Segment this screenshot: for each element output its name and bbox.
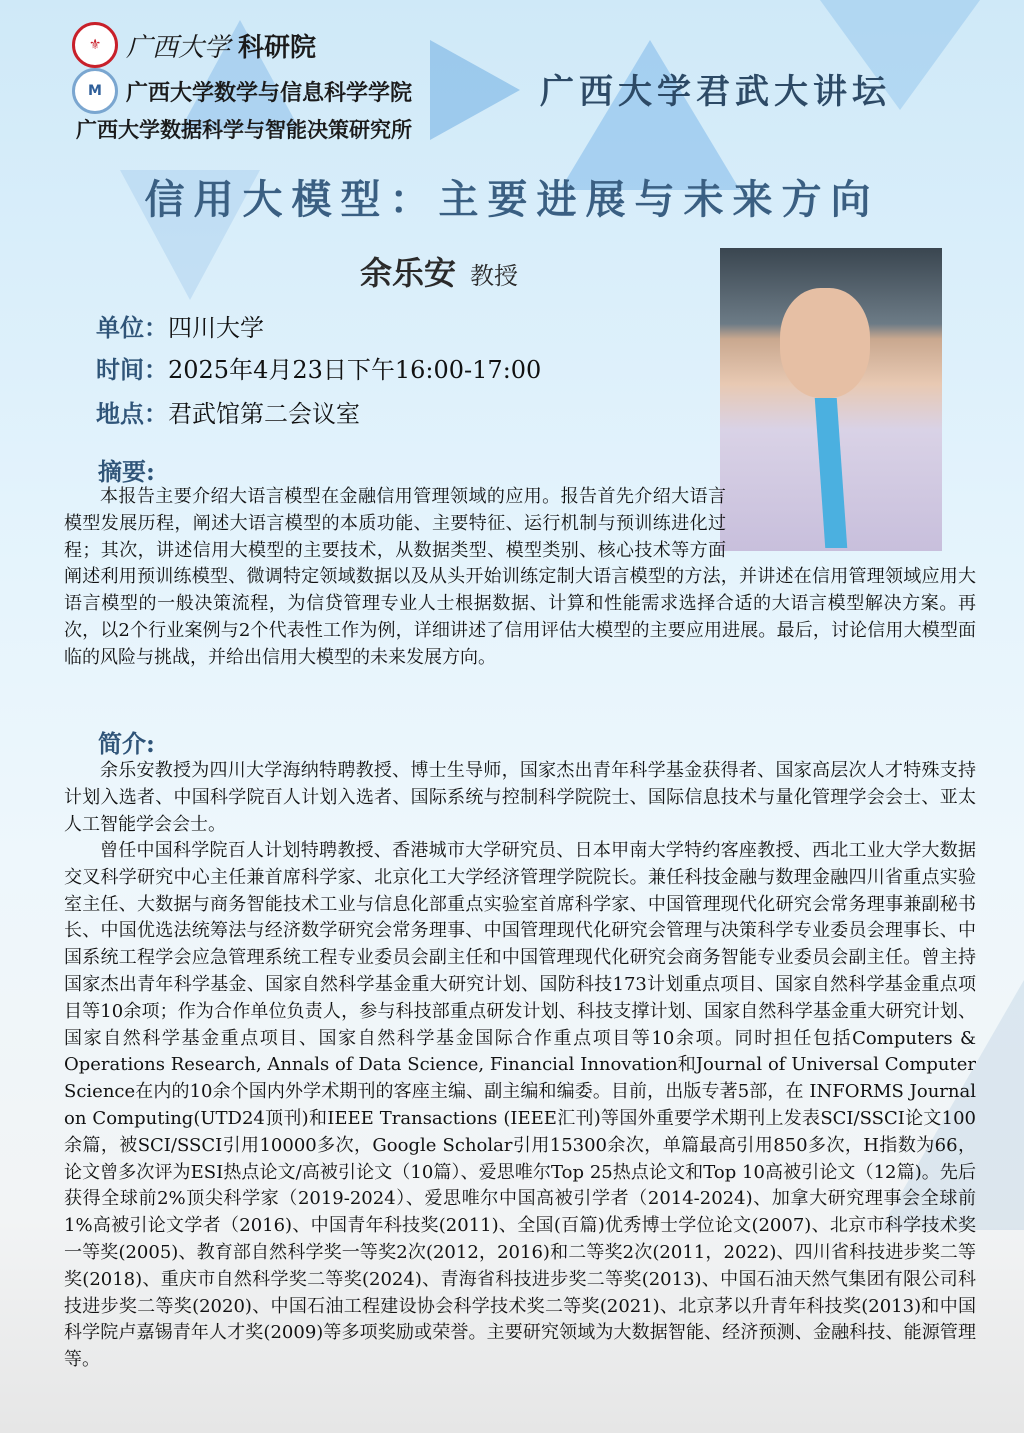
bio-paragraph: 曾任中国科学院百人计划特聘教授、香港城市大学研究员、日本甲南大学特约客座教授、西北工业大学大数据交叉科学研究中心主任兼首席科学家、北京化工大学经济管理学院院长。兼任科技金融与数理金融四川省重点实验室主任、大数据与商务智能技术工业与信息化部重点实验室首席科学家、中国管理现代化研究会常务理事兼副秘书长、中国优选法统筹法与经济数学研究会常务理事、中国管理现代化研究会管理与决策科学专业委员会理事长、中国系统工程学会应急管理系统工程专业委员会副主任和中国管理现代化研究会商务智能专业委员会副主任。曾主持国家杰出青年科学基金、国家自然科学基金重大研究计划、国防科技173计划重点项目、国家自然科学基金重点项目等10余项；作为合作单位负责人，参与科技部重点研发计划、科技支撑计划、国家自然科学基金重大研究计划、国家自然科学基金重点项目、国家自然科学基金国际合作重点项目等10余项。同时担任包括Computers & Operations Research, Annals of Data Science, Financial Innovation和Journal of Universal Computer Science在内的10余个国内外学术期刊的客座主编、副主编和编委。目前，出版专著5部，在 INFORMS Journal on Computing(UTD24顶刊)和IEEE Transactions (IEEE汇刊)等国外重要学术期刊上发表SCI/SSCI论文100余篇，被SCI/SSCI引用10000多次，Google Scholar引用15300余次，单篇最高引用850多次，H指数为66，论文曾多次评为ESI热点论文/高被引论文（10篇）、爱思唯尔Top 25热点论文和Top 10高被引论文（12篇)。先后获得全球前2%顶尖科学家（2019-2024）、爱思唯尔中国高被引学者（2014-2024)、加拿大研究理事会全球前1%高被引论文学者（2016)、中国青年科技奖(2011)、全国(百篇)优秀博士学位论文(2007)、北京市科学技术奖一等奖(2005)、教育部自然科学奖一等奖2次(2012，2016)和二等奖2次(2011，2022)、四川省科技进步奖二等奖(2018)、重庆市自然科学奖二等奖(2024)、青海省科技进步奖二等奖(2013)、中国石油天然气集团有限公司科技进步奖二等奖(2020)、中国石油工程建设协会科学技术奖二等奖(2021)、北京茅以升青年科技奖(2013)和中国科学院卢嘉锡青年人才奖(2009)等多项奖励或荣誉。主要研究领域为大数据智能、经济预测、金融科技、能源管理等。	[64, 840, 976, 1371]
math-school-name: 广西大学数学与信息科学学院	[126, 80, 413, 106]
math-school-logo	[72, 68, 412, 114]
speaker	[360, 248, 518, 294]
bio-paragraph: 余乐安教授为四川大学海纳特聘教授、博士生导师，国家杰出青年科学基金获得者、国家高层次人才特殊支持计划入选者、中国科学院百人计划入选者、国际系统与控制科学院院士、国际信息技术与量化管理学会会士、亚太人工智能学会会士。	[64, 760, 976, 835]
photo-face	[780, 288, 870, 398]
info-value: 君武馆第二会议室	[168, 400, 360, 428]
abstract-heading: 摘要:	[98, 457, 155, 486]
info-label: 时间：	[96, 355, 168, 384]
info-label: 单位：	[96, 313, 168, 342]
photo-float-spacer	[726, 484, 976, 564]
info-time	[96, 350, 541, 385]
info-affiliation	[96, 308, 264, 343]
speaker-rank: 教授	[470, 262, 519, 290]
info-label: 地点：	[96, 399, 168, 428]
university-name: 广西大学	[126, 32, 231, 63]
info-value: 2025年4月23日下午16:00-17:00	[168, 356, 542, 384]
info-venue	[96, 394, 360, 429]
bio-heading: 简介:	[98, 729, 155, 758]
gxu-seal-icon: ⚜	[72, 22, 118, 68]
research-institute-name: 科研院	[238, 32, 317, 63]
speaker-name: 余乐安	[360, 254, 457, 292]
institute-name: 广西大学数据科学与智能决策研究所	[76, 118, 412, 142]
research-institute-logo	[72, 22, 316, 68]
abstract-text: 本报告主要介绍大语言模型在金融信用管理领域的应用。报告首先介绍大语言模型发展历程，阐述大语言模型的本质功能、主要特征、运行机制与预训练进化过程；其次，讲述信用大模型的主要技术，从数据类型、模型类别、核心技术等方面阐述利用预训练模型、微调特定领域数据以及从头开始训练定制大语言模型的方法，并讲述在信用管理领域应用大语言模型的一般决策流程，为信贷管理专业人士根据数据、计算和性能需求选择合适的大语言模型解决方案。再次，以2个行业案例与2个代表性工作为例，详细讲述了信用评估大模型的主要应用进展。最后，讨论信用大模型面临的风险与挑战，并给出信用大模型的未来发展方向。	[64, 486, 976, 668]
talk-title: 信用大模型：主要进展与未来方向	[144, 176, 880, 223]
info-value: 四川大学	[168, 314, 264, 342]
abstract-body	[64, 484, 976, 672]
math-school-seal-icon: M	[72, 68, 118, 114]
decor-triangle	[430, 40, 520, 140]
forum-name: 广西大学君武大讲坛	[540, 72, 891, 112]
